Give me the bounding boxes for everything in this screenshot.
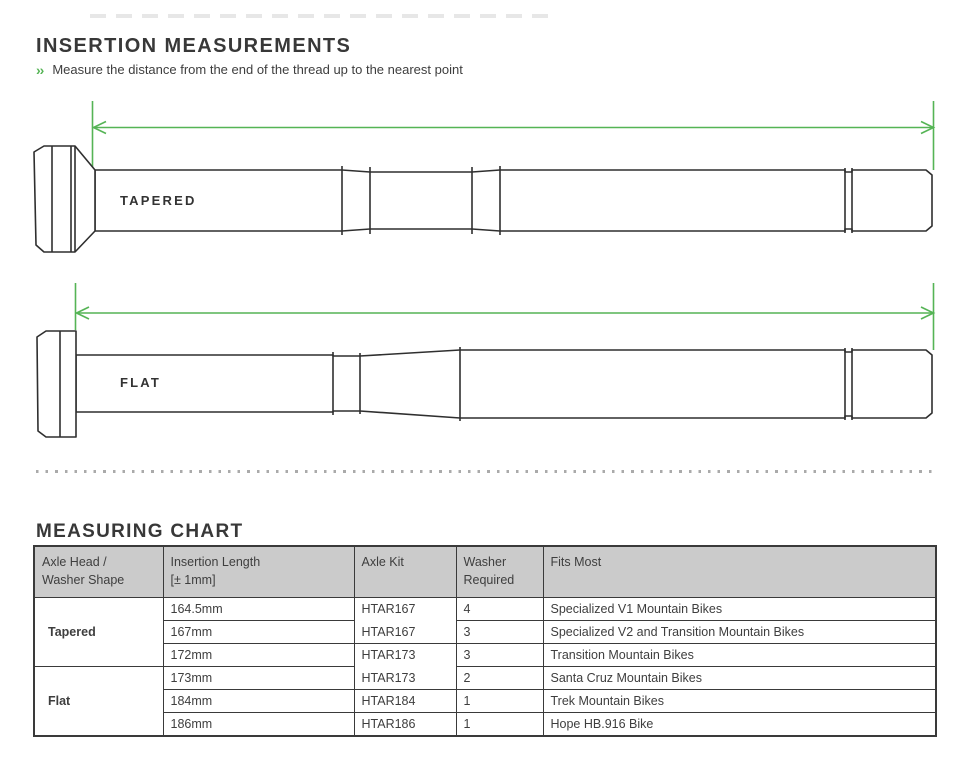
column-header-washer (456, 546, 543, 598)
washer-cell: 3 (456, 621, 543, 644)
kit-cell: HTAR173 (354, 667, 456, 690)
fits-cell: Trek Mountain Bikes (543, 690, 936, 713)
flat-label: FLAT (120, 375, 162, 390)
column-header-text: Washer Shape (42, 573, 125, 588)
column-header-text: Axle Kit (361, 555, 404, 569)
measurement-arrow-flat (76, 283, 934, 350)
tapered-axle-shaft (95, 170, 932, 231)
column-header-kit (354, 546, 456, 598)
length-cell: 167mm (163, 621, 354, 644)
length-cell: 173mm (163, 667, 354, 690)
fits-cell: Santa Cruz Mountain Bikes (543, 667, 936, 690)
measurement-arrow-tapered (93, 101, 934, 170)
washer-cell: 4 (456, 598, 543, 621)
kit-cell: HTAR184 (354, 690, 456, 713)
kit-cell: HTAR173 (354, 644, 456, 667)
column-header-text: Fits Most (550, 555, 602, 569)
washer-cell: 1 (456, 690, 543, 713)
column-header-text: Required (463, 573, 515, 588)
flat-axle-diagram (37, 331, 932, 437)
shape-cell: Tapered (34, 598, 163, 667)
column-header-text: Insertion Length (170, 555, 261, 569)
table-header-row (34, 546, 936, 598)
length-cell: 186mm (163, 713, 354, 737)
table-row (34, 644, 936, 667)
tapered-label: TAPERED (120, 193, 197, 208)
length-cell: 172mm (163, 644, 354, 667)
column-header-length (163, 546, 354, 598)
fits-cell: Specialized V1 Mountain Bikes (543, 598, 936, 621)
column-header-fits (543, 546, 936, 598)
length-cell: 164.5mm (163, 598, 354, 621)
washer-cell: 1 (456, 713, 543, 737)
table-row (34, 667, 936, 690)
flat-axle-head (37, 331, 76, 437)
flat-axle-shaft (76, 350, 932, 418)
kit-cell: HTAR167 (354, 621, 456, 644)
tapered-axle-head (34, 146, 95, 252)
table-row (34, 713, 936, 737)
dotted-divider (36, 470, 934, 473)
fits-cell: Transition Mountain Bikes (543, 644, 936, 667)
kit-cell: HTAR186 (354, 713, 456, 737)
double-chevron-icon: ›› (36, 61, 44, 78)
fits-cell: Specialized V2 and Transition Mountain Bikes (543, 621, 936, 644)
kit-cell: HTAR167 (354, 598, 456, 621)
page-title: INSERTION MEASUREMENTS (36, 35, 352, 58)
section-title: MEASURING CHART (36, 520, 244, 542)
table-row (34, 690, 936, 713)
table-row (34, 598, 936, 621)
washer-cell: 3 (456, 644, 543, 667)
column-header-shape (34, 546, 163, 598)
column-header-text: Washer (463, 555, 507, 569)
fits-cell: Hope HB.916 Bike (543, 713, 936, 737)
measuring-chart-table (33, 545, 937, 737)
length-cell: 184mm (163, 690, 354, 713)
column-header-text: [± 1mm] (170, 573, 216, 588)
table-row (34, 621, 936, 644)
washer-cell: 2 (456, 667, 543, 690)
shape-cell: Flat (34, 667, 163, 737)
tapered-axle-diagram (34, 146, 932, 252)
column-header-text: Axle Head / (42, 555, 107, 569)
subtitle-text: Measure the distance from the end of the thread up to the nearest point (52, 62, 463, 77)
